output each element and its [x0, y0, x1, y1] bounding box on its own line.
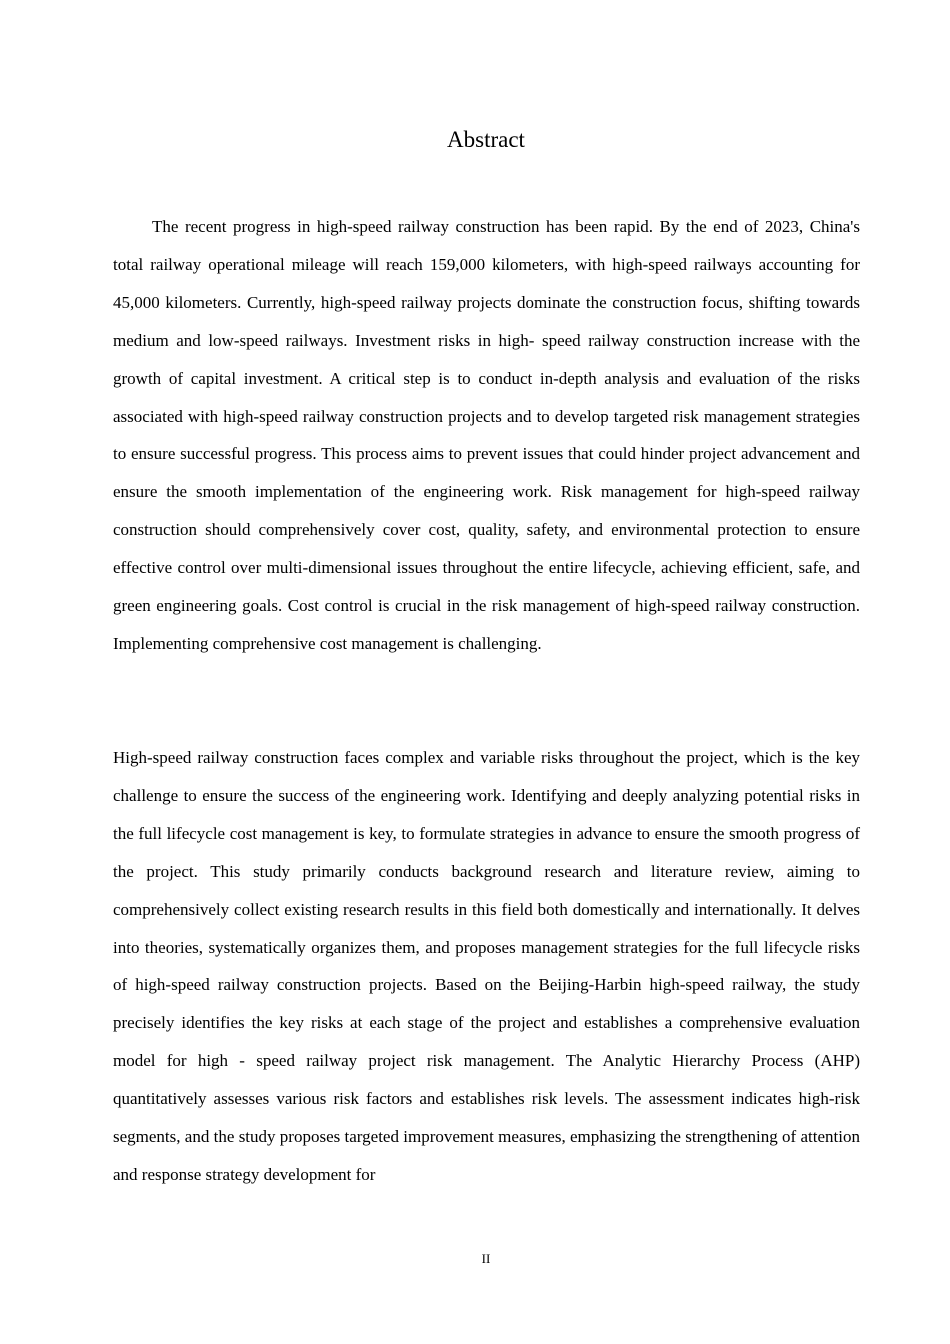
- abstract-paragraph-2: High-speed railway construction faces complex and variable risks throughout the project, which is the key challenge to ensure the success of the engineering work. Identifying and deeply analyzing potential risks in the full lifecycle cost management is key, to formulate strategies in advance to ensure the smooth progress of the project. This study primarily conducts background research and literature review, aiming to comprehensively collect existing research results in this field both domestically and internationally. It delves into theories, systematically organizes them, and proposes management strategies for the full lifecycle risks of high-speed railway construction projects. Based on the Beijing-Harbin high-speed railway, the study precisely identifies the key risks at each stage of the project and establishes a comprehensive evaluation model for high - speed railway project risk management. The Analytic Hierarchy Process (AHP) quantitatively assesses various risk factors and establishes risk levels. The assessment indicates high-risk segments, and the study proposes targeted improvement measures, emphasizing the strengthening of attention and response strategy development for: [113, 748, 860, 1184]
- abstract-paragraph-1: The recent progress in high-speed railway construction has been rapid. By the end of 2023, China's total railway operational mileage will reach 159,000 kilometers, with high-speed railways accounting for 45,000 kilometers. Currently, high-speed railway projects dominate the construction focus, shifting towards medium and low-speed railways. Investment risks in high- speed railway construction increase with the growth of capital investment. A critical step is to conduct in-depth analysis and evaluation of the risks associated with high-speed railway construction projects and to develop targeted risk management strategies to ensure successful progress. This process aims to prevent issues that could hinder project advancement and ensure the smooth implementation of the engineering work. Risk management for high-speed railway construction should comprehensively cover cost, quality, safety, and environmental protection to ensure effective control over multi-dimensional issues throughout the entire lifecycle, achieving efficient, safe, and green engineering goals. Cost control is crucial in the risk management of high-speed railway construction. Implementing comprehensive cost management is challenging.: [113, 217, 860, 653]
- page-title: Abstract: [447, 127, 525, 152]
- page-number: II: [481, 1251, 491, 1266]
